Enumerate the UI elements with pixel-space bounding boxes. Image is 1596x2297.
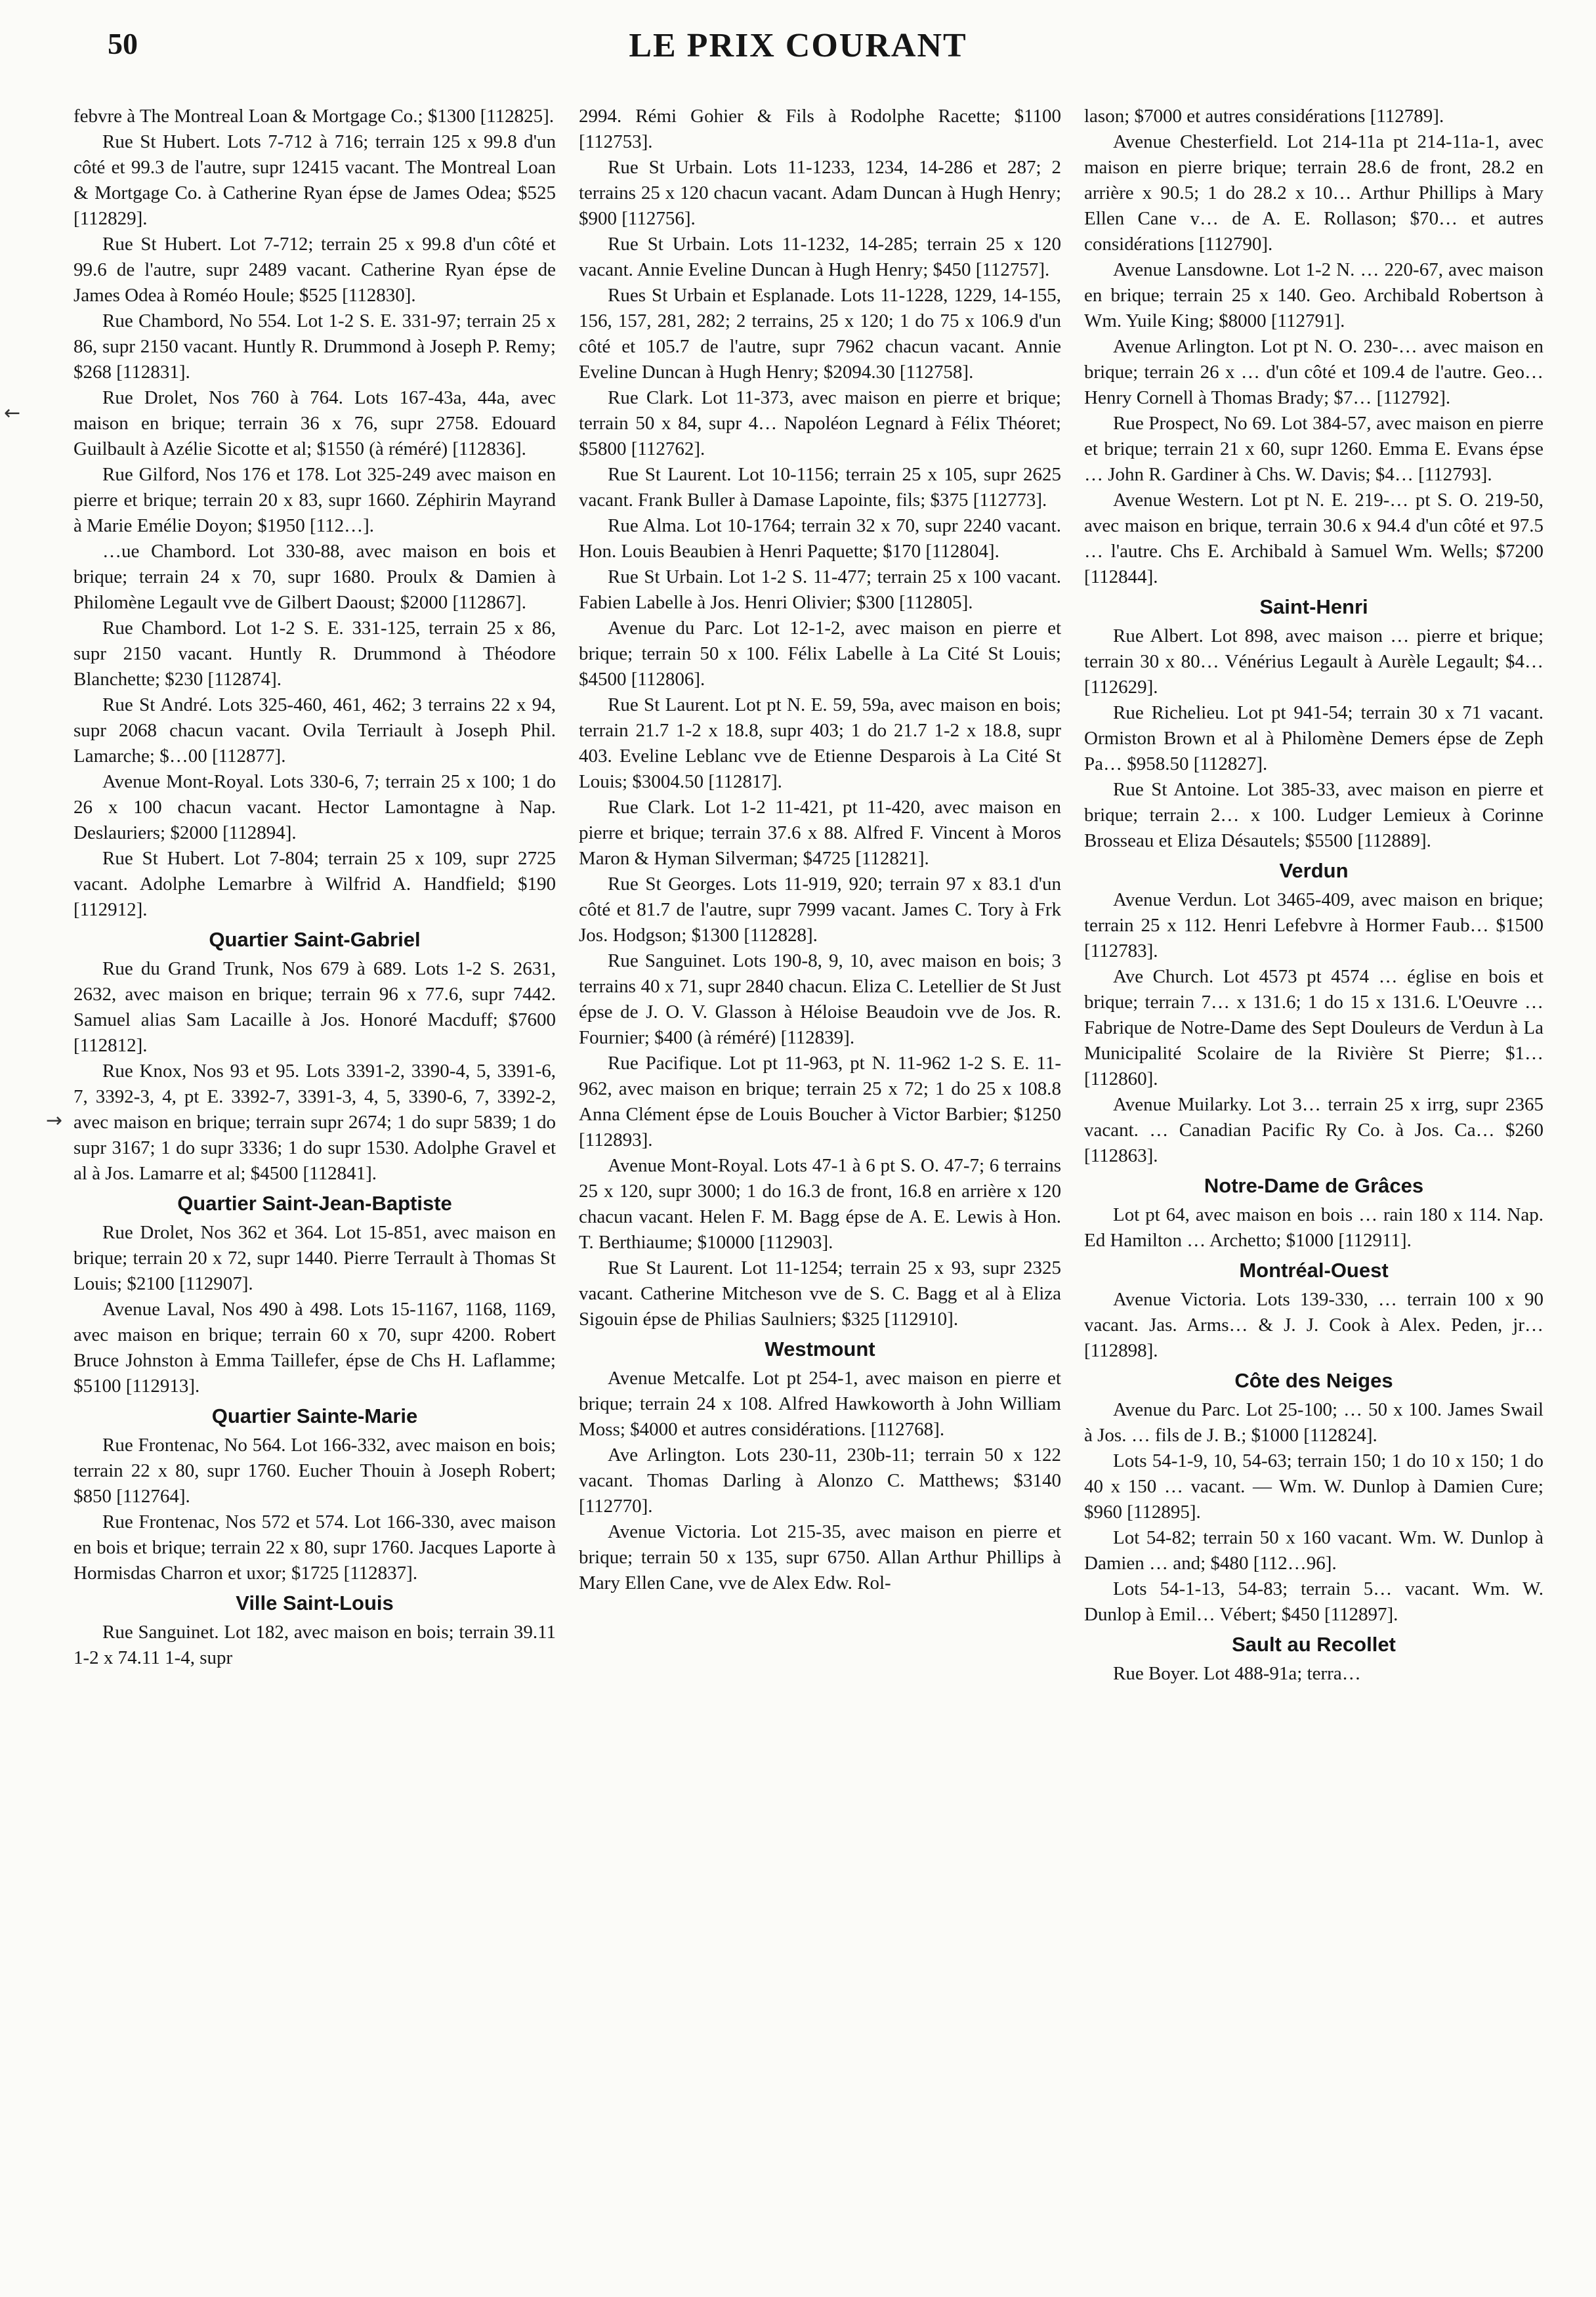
property-transaction-entry: Avenue Mont-Royal. Lots 47-1 à 6 pt S. O. 47-7; 6 terrains 25 x 120, supr 3000; 1 do 16.3 de front, 16.8 en arrière x 120 chacun vacant. Helen F. M. Bagg épse de A. E. Lewis à Hon. T. Berthiaume; $10000 [112903].: [579, 1155, 1061, 1253]
section-heading: Montréal-Ouest: [1239, 1259, 1389, 1282]
property-transaction-entry: Avenue Chesterfield. Lot 214-11a pt 214-11a-1, avec maison en pierre brique; terrain 28.6 de front, 28.2 en arrière x 90.5; 1 do 28.2 x 10… Arthur Phillips à Mary Ellen Cane v… de A. E. Rollason; $70… et autres considérations [112790].: [1084, 131, 1544, 255]
property-transaction-entry: …ue Chambord. Lot 330-88, avec maison en bois et brique; terrain 24 x 70, supr 1680. Proulx & Damien à Philomène Legault vve de Gilbert Daoust; $2000 [112867].: [74, 541, 556, 613]
property-transaction-entry: Rue Gilford, Nos 176 et 178. Lot 325-249 avec maison en pierre et brique; terrain 20 x 83, supr 1660. Zéphirin Mayrand à Marie Emélie Doyon; $1950 [112…].: [74, 464, 556, 536]
property-transaction-entry: Rue Knox, Nos 93 et 95. Lots 3391-2, 3390-4, 5, 3391-6, 7, 3392-3, 4, pt E. 3392-7, 3391-3, 4, 5, 3390-6, 7, 3392-2, avec maison en brique; terrain supr 2674; 1 do supr 5839; 1 do supr 3167; 1 do supr 3336; 1 do supr 1530. Adolphe Gravel et al à Jos. Lamarre et al; $4500 [112841].: [74, 1061, 556, 1184]
section-heading: Ville Saint-Louis: [236, 1591, 394, 1614]
property-transaction-entry: Avenue Victoria. Lots 139-330, … terrain 100 x 90 vacant. Jas. Arms… & J. J. Cook à Alex. Peden, jr… [112898].: [1084, 1289, 1544, 1361]
property-transaction-entry: Rue St Hubert. Lot 7-804; terrain 25 x 109, supr 2725 vacant. Adolphe Lemarbre à Wilfrid A. Handfield; $190 [112912].: [74, 848, 556, 920]
property-transaction-entry: Rue St Georges. Lots 11-919, 920; terrain 97 x 83.1 d'un côté et 81.7 de l'autre, supr 7999 vacant. James C. Tory à Frk Jos. Hodgson; $1300 [112828].: [579, 874, 1061, 946]
property-transaction-entry: Rue St Laurent. Lot 10-1156; terrain 25 x 105, supr 2625 vacant. Frank Buller à Damase Lapointe, fils; $375 [112773].: [579, 464, 1061, 511]
property-transaction-entry: Rue Sanguinet. Lot 182, avec maison en bois; terrain 39.11 1-2 x 74.11 1-4, supr: [74, 1622, 556, 1668]
property-transaction-entry: Avenue Verdun. Lot 3465-409, avec maison en brique; terrain 25 x 112. Henri Lefebvre à Hormer Faub… $1500 [112783].: [1084, 889, 1544, 961]
section-heading: Sault au Recollet: [1232, 1633, 1396, 1656]
property-transaction-entry: Avenue Laval, Nos 490 à 498. Lots 15-1167, 1168, 1169, avec maison en brique; terrain 60 x 70, supr 4200. Robert Bruce Johnston à Emma Taillefer, épse de Chs H. Laflamme; $5100 [112913].: [74, 1299, 556, 1397]
page-header: [0, 26, 1596, 72]
property-transaction-entry: Ave Arlington. Lots 230-11, 230b-11; terrain 50 x 122 vacant. Thomas Darling à Alonzo C. Matthews; $3140 [112770].: [579, 1444, 1061, 1517]
property-transaction-entry: Rue Sanguinet. Lots 190-8, 9, 10, avec maison en bois; 3 terrains 40 x 71, supr 2840 chacun. Eliza C. Letellier de St Just épse de J. O. V. Glasson à Héloise Beaudoin vve de Jos. R. Fournier; $400 (à réméré) [112839].: [579, 950, 1061, 1048]
property-transaction-entry: Rue St Hubert. Lots 7-712 à 716; terrain 125 x 99.8 d'un côté et 99.3 de l'autre, supr 12415 vacant. The Montreal Loan & Mortgage Co. à Catherine Ryan épse de James Odea; $525 [112829].: [74, 131, 556, 229]
property-transaction-entry: Rue Prospect, No 69. Lot 384-57, avec maison en pierre et brique; terrain 21 x 60, supr 1260. Emma E. Evans épse … John R. Gardiner à Chs. W. Davis; $4… [112793].: [1084, 413, 1544, 485]
running-title: LE PRIX COURANT: [629, 27, 967, 64]
property-transaction-entry: Lots 54-1-13, 54-83; terrain 5… vacant. Wm. W. Dunlop à Emil… Vébert; $450 [112897].: [1084, 1578, 1544, 1625]
article-columns: [74, 104, 1544, 2289]
property-transaction-entry: Rue Drolet, Nos 760 à 764. Lots 167-43a, 44a, avec maison en brique; terrain 36 x 76, supr 2758. Edouard Guilbault à Azélie Sicotte et al; $1550 (à réméré) [112836].: [74, 387, 556, 459]
property-transaction-entry: Avenue du Parc. Lot 25-100; … 50 x 100. James Swail à Jos. … fils de J. B.; $1000 [112824].: [1084, 1399, 1544, 1446]
property-transaction-entry: Ave Church. Lot 4573 pt 4574 … église en bois et brique; terrain 7… x 131.6; 1 do 15 x 131.6. L'Oeuvre … Fabrique de Notre-Dame des Sept Douleurs de Verdun à La Municipalité Scolaire de la Rivière St Pierre; $1… [112860].: [1084, 966, 1544, 1089]
page-number: 50: [108, 27, 138, 60]
property-transaction-entry: Avenue Victoria. Lot 215-35, avec maison en pierre et brique; terrain 50 x 135, supr 6750. Allan Arthur Phillips à Mary Ellen Cane, vve de Alex Edw. Rol-: [579, 1521, 1061, 1593]
continued-entry: lason; $7000 et autres considérations [112789].: [1084, 106, 1444, 127]
property-transaction-entry: Rues St Urbain et Esplanade. Lots 11-1228, 1229, 14-155, 156, 157, 281, 282; 2 terrains, 25 x 120; 1 do 75 x 106.9 d'un côté et 105.7 de l'autre, supr 7962 chacun vacant. Annie Eveline Duncan à Hugh Henry; $2094.30 [112758].: [579, 285, 1061, 383]
property-transaction-entry: Rue Pacifique. Lot pt 11-963, pt N. 11-962 1-2 S. E. 11-962, avec maison en brique; terrain 25 x 72; 1 do 25 x 108.8 Anna Clément épse de Louis Boucher à Victor Barbier; $1250 [112893].: [579, 1053, 1061, 1150]
property-transaction-entry: Rue St André. Lots 325-460, 461, 462; 3 terrains 22 x 94, supr 2068 chacun vacant. Ovila Terriault à Joseph Phil. Lamarche; $…00 [112877].: [74, 694, 556, 767]
section-heading: Quartier Saint-Jean-Baptiste: [177, 1192, 452, 1215]
property-transaction-entry: Avenue Arlington. Lot pt N. O. 230-… avec maison en brique; terrain 26 x … d'un côté et 109.4 de l'autre. Geo… Henry Cornell à Thomas Brady; $7… [112792].: [1084, 336, 1544, 408]
property-transaction-entry: Rue St Antoine. Lot 385-33, avec maison en pierre et brique; terrain 2… x 100. Ludger Lemieux à Corinne Brosseau et Eliza Désautels; $5500 [112889].: [1084, 779, 1544, 851]
section-heading: Saint-Henri: [1259, 595, 1368, 618]
property-transaction-entry: Rue Alma. Lot 10-1764; terrain 32 x 70, supr 2240 vacant. Hon. Louis Beaubien à Henri Paquette; $170 [112804].: [579, 515, 1061, 562]
column-3: [1084, 104, 1544, 2289]
property-transaction-entry: Avenue du Parc. Lot 12-1-2, avec maison en pierre et brique; terrain 50 x 100. Félix Labelle à La Cité St Louis; $4500 [112806].: [579, 618, 1061, 690]
property-transaction-entry: Rue St Hubert. Lot 7-712; terrain 25 x 99.8 d'un côté et 99.6 de l'autre, supr 2489 vacant. Catherine Ryan épse de James Odea à Roméo Houle; $525 [112830].: [74, 234, 556, 306]
property-transaction-entry: Rue Albert. Lot 898, avec maison … pierre et brique; terrain 30 x 80… Vénérius Legault à Aurèle Legault; $4… [112629].: [1084, 625, 1544, 698]
section-heading: Quartier Sainte-Marie: [211, 1404, 418, 1427]
section-heading: Verdun: [1279, 859, 1349, 882]
property-transaction-entry: Rue Drolet, Nos 362 et 364. Lot 15-851, avec maison en brique; terrain 20 x 72, supr 1440. Pierre Terrault à Thomas St Louis; $2100 [112907].: [74, 1222, 556, 1294]
property-transaction-entry: Rue St Laurent. Lot 11-1254; terrain 25 x 93, supr 2325 vacant. Catherine Mitcheson vve de S. C. Bagg et al à Eliza Sigouin épse de Philias Saulniers; $325 [112910].: [579, 1257, 1061, 1330]
property-transaction-entry: Rue Chambord, No 554. Lot 1-2 S. E. 331-97; terrain 25 x 86, supr 2150 vacant. Huntly R. Drummond à Joseph P. Remy; $268 [112831].: [74, 310, 556, 383]
property-transaction-entry: Avenue Lansdowne. Lot 1-2 N. … 220-67, avec maison en brique; terrain 25 x 140. Geo. Archibald Robertson à Wm. Yuile King; $8000 [112791].: [1084, 259, 1544, 331]
property-transaction-entry: Rue Frontenac, Nos 572 et 574. Lot 166-330, avec maison en bois et brique; terrain 22 x 80, supr 1760. Jacques Laporte à Hormisdas Charron et uxor; $1725 [112837].: [74, 1511, 556, 1584]
continued-entry: febvre à The Montreal Loan & Mortgage Co.; $1300 [112825].: [74, 106, 555, 127]
section-heading: Westmount: [765, 1338, 875, 1360]
property-transaction-entry: Rue Frontenac, No 564. Lot 166-332, avec maison en bois; terrain 22 x 80, supr 1760. Eucher Thouin à Joseph Robert; $850 [112764].: [74, 1435, 556, 1507]
property-transaction-entry: Rue St Urbain. Lot 1-2 S. 11-477; terrain 25 x 100 vacant. Fabien Labelle à Jos. Henri Olivier; $300 [112805].: [579, 566, 1061, 613]
continued-entry: 2994. Rémi Gohier & Fils à Rodolphe Racette; $1100 [112753].: [579, 106, 1061, 152]
property-transaction-entry: Lot pt 64, avec maison en bois … rain 180 x 114. Nap. Ed Hamilton … Archetto; $1000 [112911].: [1084, 1204, 1544, 1251]
margin-mark-icon: →: [46, 1109, 63, 1132]
section-heading: Quartier Saint-Gabriel: [209, 928, 421, 951]
property-transaction-entry: Rue St Urbain. Lots 11-1232, 14-285; terrain 25 x 120 vacant. Annie Eveline Duncan à Hugh Henry; $450 [112757].: [579, 234, 1061, 280]
property-transaction-entry: Avenue Mont-Royal. Lots 330-6, 7; terrain 25 x 100; 1 do 26 x 100 chacun vacant. Hector Lamontagne à Nap. Deslauriers; $2000 [112894].: [74, 771, 556, 843]
column-2: [579, 104, 1061, 2289]
property-transaction-entry: Rue Richelieu. Lot pt 941-54; terrain 30 x 71 vacant. Ormiston Brown et al à Philomène Demers épse de Zeph Pa… $958.50 [112827].: [1084, 702, 1544, 774]
section-heading: Côte des Neiges: [1234, 1369, 1393, 1392]
property-transaction-entry: Lots 54-1-9, 10, 54-63; terrain 150; 1 do 10 x 150; 1 do 40 x 150 … vacant. — Wm. W. Dunlop à Damien Cure; $960 [112895].: [1084, 1450, 1544, 1523]
property-transaction-entry: Rue du Grand Trunk, Nos 679 à 689. Lots 1-2 S. 2631, 2632, avec maison en brique; terrain 96 x 77.6, supr 7442. Samuel alias Sam Lacaille à Jos. Honoré Macduff; $7600 [112812].: [74, 958, 556, 1056]
property-transaction-entry: Rue St Laurent. Lot pt N. E. 59, 59a, avec maison en bois; terrain 21.7 1-2 x 18.8, supr 403; 1 do 21.7 1-2 x 18.8, supr 403. Eveline Leblanc vve de Etienne Desparois à La Cité St Louis; $3004.50 [112817].: [579, 694, 1061, 792]
property-transaction-entry: Rue Chambord. Lot 1-2 S. E. 331-125, terrain 25 x 86, supr 2150 vacant. Huntly R. Drummond à Théodore Blanchette; $230 [112874].: [74, 618, 556, 690]
property-transaction-entry: Rue St Urbain. Lots 11-1233, 1234, 14-286 et 287; 2 terrains 25 x 120 chacun vacant. Adam Duncan à Hugh Henry; $900 [112756].: [579, 157, 1061, 229]
property-transaction-entry: Avenue Western. Lot pt N. E. 219-… pt S. O. 219-50, avec maison en brique, terrain 30.6 x 94.4 d'un côté et 97.5 … l'autre. Chs E. Archibald à Samuel Wm. Wells; $7200 [112844].: [1084, 490, 1544, 587]
property-transaction-entry: Avenue Metcalfe. Lot pt 254-1, avec maison en pierre et brique; terrain 24 x 108. Alfred Hawkoworth à John William Moss; $4000 et autres considérations. [112768].: [579, 1368, 1061, 1440]
margin-mark-icon: ←: [4, 402, 21, 425]
property-transaction-entry: Lot 54-82; terrain 50 x 160 vacant. Wm. W. Dunlop à Damien … and; $480 [112…96].: [1084, 1527, 1544, 1574]
property-transaction-entry: Rue Clark. Lot 11-373, avec maison en pierre et brique; terrain 50 x 84, supr 4… Napoléon Legnard à Félix Théoret; $5800 [112762].: [579, 387, 1061, 459]
column-1: [74, 104, 556, 2289]
property-transaction-entry: Rue Boyer. Lot 488-91a; terra…: [1113, 1663, 1361, 1684]
property-transaction-entry: Avenue Muilarky. Lot 3… terrain 25 x irrg, supr 2365 vacant. … Canadian Pacific Ry Co. à Jos. Ca… $260 [112863].: [1084, 1094, 1544, 1166]
section-heading: Notre-Dame de Grâces: [1204, 1174, 1424, 1197]
property-transaction-entry: Rue Clark. Lot 1-2 11-421, pt 11-420, avec maison en pierre et brique; terrain 37.6 x 88. Alfred F. Vincent à Moros Maron & Hyman Silverman; $4725 [112821].: [579, 797, 1061, 869]
